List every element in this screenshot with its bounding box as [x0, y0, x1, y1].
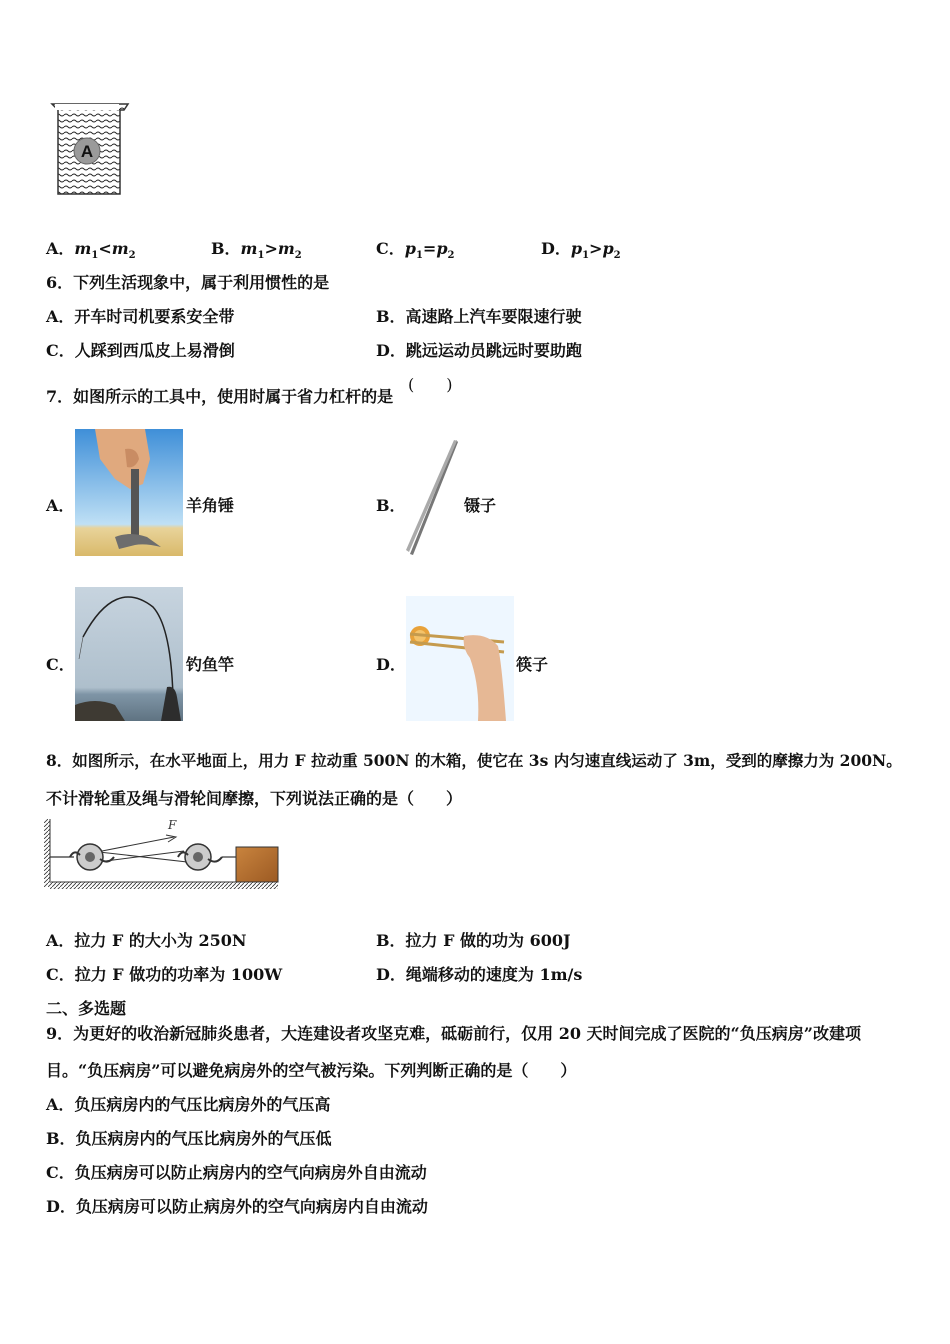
q8-stem-line1: 8．如图所示，在水平地面上，用力 F 拉动重 500N 的木箱，使它在 3s 内匀速直线运动了 3m，受到的摩擦力为 200N。: [46, 751, 902, 770]
force-label: F: [168, 818, 177, 832]
q7-option-d-label: 筷子: [516, 655, 549, 674]
q7-option-b-letter: B．: [376, 496, 406, 515]
beaker-figure: [48, 100, 134, 200]
q9-stem-line2: 目。“负压病房”可以避免病房外的空气被污染。下列判断正确的是（ ）: [46, 1061, 577, 1080]
q7-paren: ( ): [408, 375, 453, 394]
q6-option-b: B．高速路上汽车要限速行驶: [376, 307, 582, 326]
q7-option-c-label: 钓鱼竿: [186, 655, 235, 674]
q6-option-c: C．人踩到西瓜皮上易滑倒: [46, 341, 235, 360]
q9-option-b: B．负压病房内的气压比病房外的气压低: [46, 1129, 332, 1148]
tweezers-photo: [404, 438, 460, 558]
q5-option-d: D．$p_1>p_2$: [541, 239, 621, 262]
q9-option-c: C．负压病房可以防止病房内的空气向病房外自由流动: [46, 1163, 427, 1182]
q6-stem: 6．下列生活现象中，属于利用惯性的是: [46, 273, 330, 292]
q7-option-b-label: 镊子: [464, 496, 497, 515]
q9-stem-line1: 9．为更好的收治新冠肺炎患者，大连建设者攻坚克难，砥砺前行，仅用 20 天时间完成了医院的“负压病房”改建项: [46, 1024, 861, 1043]
q7-option-a-letter: A．: [46, 496, 75, 515]
beaker-ball-label: A: [80, 142, 94, 161]
q8-option-b: B．拉力 F 做的功为 600J: [376, 931, 571, 950]
q8-stem-line2: 不计滑轮重及绳与滑轮间摩擦，下列说法正确的是（ ）: [46, 789, 463, 808]
q7-stem: 7．如图所示的工具中，使用时属于省力杠杆的是: [46, 387, 394, 406]
q5-option-c: C．$p_1=p_2$: [376, 239, 455, 262]
fishing-rod-photo: [75, 587, 183, 721]
q7-option-a-label: 羊角锤: [186, 496, 235, 515]
q5-option-b: B．$m_1>m_2$: [211, 239, 302, 262]
chopsticks-photo: [406, 596, 514, 721]
q9-option-d: D．负压病房可以防止病房外的空气向病房内自由流动: [46, 1197, 428, 1216]
q7-option-d-letter: D．: [376, 655, 406, 674]
q8-option-c: C．拉力 F 做功的功率为 100W: [46, 965, 283, 984]
q5-option-a: A．$m_1<m_2$: [46, 239, 136, 262]
q8-option-a: A．拉力 F 的大小为 250N: [46, 931, 247, 950]
q7-option-c-letter: C．: [46, 655, 75, 674]
hammer-photo: [75, 429, 183, 556]
q6-option-d: D．跳远运动员跳远时要助跑: [376, 341, 582, 360]
section-heading-multiple-choice: 二、多选题: [46, 999, 127, 1018]
q8-option-d: D．绳端移动的速度为 1m/s: [376, 965, 583, 984]
pulley-diagram: [44, 815, 280, 895]
q6-option-a: A．开车时司机要系安全带: [46, 307, 235, 326]
q9-option-a: A．负压病房内的气压比病房外的气压高: [46, 1095, 331, 1114]
